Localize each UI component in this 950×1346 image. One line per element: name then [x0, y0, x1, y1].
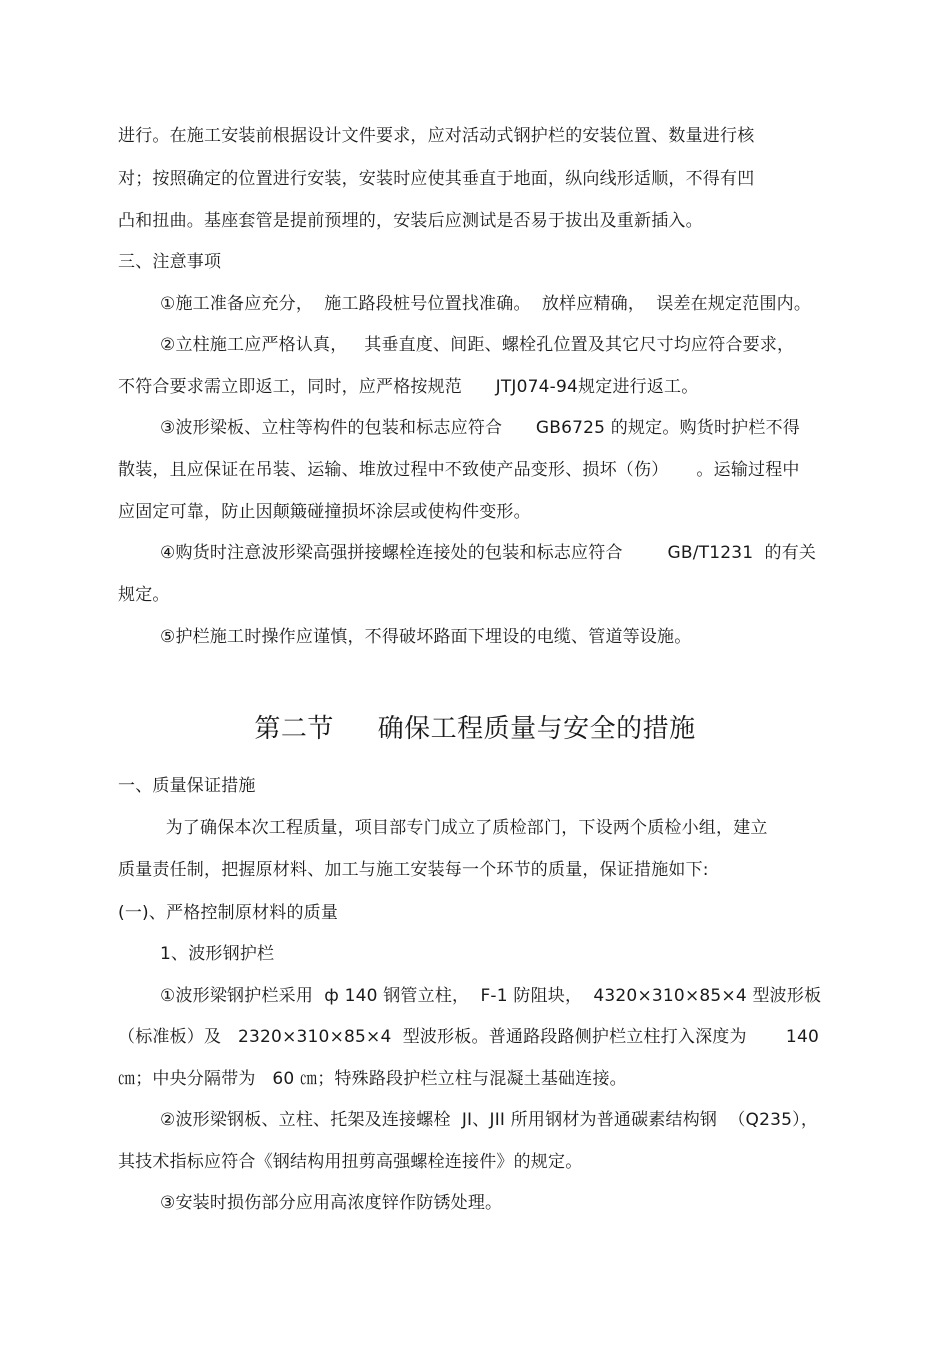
paragraph-line: ②波形梁钢板、立柱、托架及连接螺栓 JI、JII 所用钢材为普通碳素结构钢 （Q235），	[160, 1110, 819, 1130]
paragraph-line: ④购货时注意波形梁高强拼接螺栓连接处的包装和标志应符合 GB/T1231 的有关	[160, 543, 817, 563]
paragraph-line: 应固定可靠，防止因颠簸碰撞损坏涂层或使构件变形。	[118, 502, 531, 522]
paragraph-line: 质量责任制，把握原材料、加工与施工安装每一个环节的质量，保证措施如下:	[118, 860, 709, 880]
section-heading: 三、注意事项	[118, 252, 222, 272]
paragraph-line: 进行。在施工安装前根据设计文件要求，应对活动式钢护栏的安装位置、数量进行核	[118, 126, 755, 146]
chapter-title: 第二节 确保工程质量与安全的措施	[254, 714, 696, 744]
paragraph-line: 不符合要求需立即返工，同时，应严格按规范 JTJ074-94规定进行返工。	[118, 377, 699, 397]
paragraph-line: ①波形梁钢护栏采用 ф 140 钢管立柱， F-1 防阻块， 4320×310×85×4 型波形板	[160, 986, 822, 1006]
paragraph-line: 为了确保本次工程质量，项目部专门成立了质检部门，下设两个质检小组，建立	[160, 818, 768, 838]
paragraph-line: ③安装时损伤部分应用高浓度锌作防锈处理。	[160, 1193, 503, 1213]
paragraph-line: ②立柱施工应严格认真， 其垂直度、间距、螺栓孔位置及其它尺寸均应符合要求，	[160, 335, 795, 355]
paragraph-line: 其技术指标应符合《钢结构用扭剪高强螺栓连接件》的规定。	[118, 1152, 583, 1172]
paragraph-line: ③波形梁板、立柱等构件的包装和标志应符合 GB6725 的规定。购货时护栏不得	[160, 418, 800, 438]
item-heading: 1、波形钢护栏	[160, 944, 275, 964]
paragraph-line: 规定。	[118, 585, 170, 605]
paragraph-line: 散装，且应保证在吊装、运输、堆放过程中不致使产品变形、损坏（伤） 。运输过程中	[118, 460, 800, 480]
subsection-heading: (一)、严格控制原材料的质量	[118, 903, 339, 923]
section-heading: 一、质量保证措施	[118, 776, 256, 796]
paragraph-line: （标准板）及 2320×310×85×4 型波形板。普通路段路侧护栏立柱打入深度为 140	[118, 1027, 819, 1047]
paragraph-line: ①施工准备应充分， 施工路段桩号位置找准确。 放样应精确， 误差在规定范围内。	[160, 294, 812, 314]
paragraph-line: ㎝；中央分隔带为 60 ㎝；特殊路段护栏立柱与混凝土基础连接。	[118, 1069, 627, 1089]
paragraph-line: 凸和扭曲。基座套管是提前预埋的，安装后应测试是否易于拔出及重新插入。	[118, 211, 703, 231]
paragraph-line: ⑤护栏施工时操作应谨慎，不得破坏路面下埋设的电缆、管道等设施。	[160, 627, 692, 647]
paragraph-line: 对；按照确定的位置进行安装，安装时应使其垂直于地面，纵向线形适顺，不得有凹	[118, 169, 755, 189]
